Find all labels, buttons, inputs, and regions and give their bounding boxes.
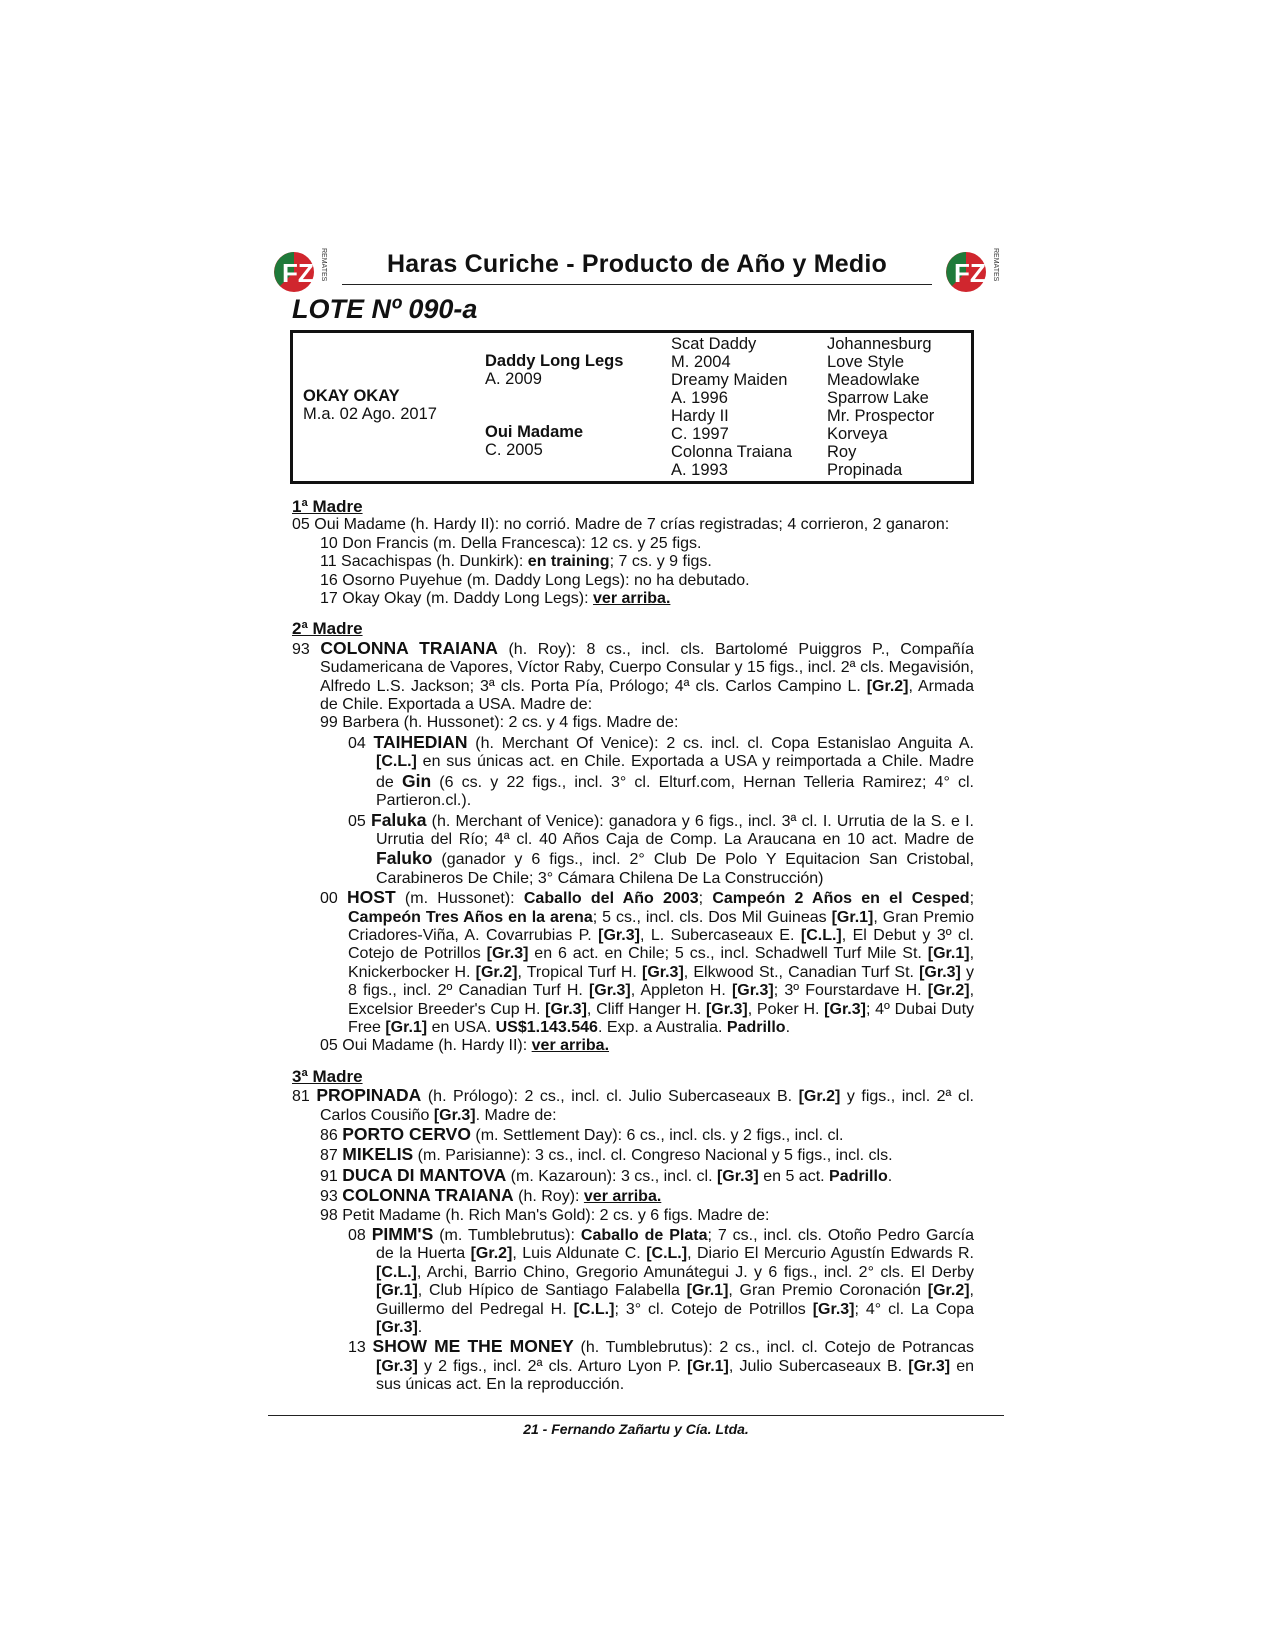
- great-grandparent-cell: Mr. Prospector: [827, 407, 935, 425]
- foal-entry: 99 Barbera (h. Hussonet): 2 cs. y 4 figs. Madre de:: [320, 714, 679, 732]
- foal-entry: 05 Oui Madame (h. Hardy II): ver arriba.: [320, 1037, 610, 1055]
- grandparent-cell: C. 1997: [671, 425, 729, 443]
- grandparent-cell: Colonna Traiana: [671, 443, 793, 461]
- grandparent-cell: M. 2004: [671, 353, 731, 371]
- pedigree-table: [290, 330, 974, 484]
- footer-divider: [268, 1415, 1004, 1416]
- dam-entry: 93 COLONNA TRAIANA (h. Roy): 8 cs., incl. cls. Bartolomé Puiggros P., Compañía Sudamericana de Vapores, Víctor Raby, Cuerpo Consular y 15 figs., incl. 2ª cls. Megavisión, Alfredo L.S. Jackson; 3ª cls. Porta Pía, Prólogo; 4ª cls. Carlos Campino L. [Gr.2], Armada de Chile. Exportada a USA. Madre de:: [292, 637, 975, 714]
- horse-name: OKAY OKAY: [303, 387, 400, 405]
- grandparent-cell: A. 1993: [671, 461, 728, 479]
- dam-entry: 81 PROPINADA (h. Prólogo): 2 cs., incl. cl. Julio Subercaseaux B. [Gr.2] y figs., incl. 2ª cl. Carlos Cousiño [Gr.3]. Madre de:: [292, 1085, 974, 1124]
- grandparent-cell: Hardy II: [671, 407, 729, 425]
- foal-entry: 86 PORTO CERVO (m. Settlement Day): 6 cs., incl. cls. y 2 figs., incl. cl.: [320, 1124, 844, 1144]
- logo-caption: REMATES: [320, 248, 327, 282]
- great-grandparent-cell: Propinada: [827, 461, 903, 479]
- foal-entry: 11 Sacachispas (h. Dunkirk): en training; 7 cs. y 9 figs.: [320, 553, 712, 571]
- great-grandparent-cell: Sparrow Lake: [827, 389, 929, 407]
- logo-icon: [272, 244, 330, 296]
- great-grandparent-cell: Korveya: [827, 425, 888, 443]
- foal-entry: 87 MIKELIS (m. Parisianne): 3 cs., incl. cl. Congreso Nacional y 5 figs., incl. cls.: [320, 1144, 893, 1165]
- foal-entry: 00 HOST (m. Hussonet): Caballo del Año 2003; Campeón 2 Años en el Cesped; Campeón Tres Años en la arena; 5 cs., incl. cls. Dos Mil Guineas [Gr.1], Gran Premio Criadores-Viña, A. Covarrubias P. [Gr.3], L. Subercaseaux E. [C.L.], El Debut y 3º cl. Cotejo de Potrillos [Gr.3] en 6 act. en Chile; 5 cs., incl. Schadwell Turf Mile St. [Gr.1], Knickerbocker H. [Gr.2], Tropical Turf H. [Gr.3], Elkwood St., Canadian Turf St. [Gr.3] y 8 figs., incl. 2º Canadian Turf H. [Gr.3], Appleton H. [Gr.3]; 3º Fourstardave H. [Gr.2], Excelsior Breeder's Cup H. [Gr.3], Cliff Hanger H. [Gr.3], Poker H. [Gr.3]; 4º Dubai Duty Free [Gr.1] en USA. US$1.143.546. Exp. a Australia. Padrillo.: [320, 887, 975, 1036]
- foal-entry: 98 Petit Madame (h. Rich Man's Gold): 2 cs. y 6 figs. Madre de:: [320, 1206, 770, 1224]
- logo-caption: REMATES: [992, 248, 999, 282]
- dam-name: Oui Madame: [485, 423, 584, 441]
- logo-letters: FZ: [954, 258, 986, 288]
- section-title-madre1: 1ª Madre: [292, 497, 363, 516]
- page-header: [272, 244, 1002, 300]
- foal-entry: 04 TAIHEDIAN (h. Merchant Of Venice): 2 cs. incl. cl. Copa Estanislao Anguita A. [C.L.] en sus únicas act. en Chile. Exportada a USA y reimportada a Chile. Madre de Gin (6 cs. y 22 figs., incl. 3° cl. Elturf.com, Hernan Telleria Ramirez; 4° cl. Partieron.cl.).: [348, 731, 974, 810]
- foal-entry: 91 DUCA DI MANTOVA (m. Kazaroun): 3 cs., incl. cl. [Gr.3] en 5 act. Padrillo.: [320, 1164, 893, 1185]
- foal-entry: 16 Osorno Puyehue (m. Daddy Long Legs): no ha debutado.: [320, 571, 750, 589]
- great-grandparent-cell: Meadowlake: [827, 371, 920, 389]
- page-footer: 21 - Fernando Zañartu y Cía. Ltda.: [523, 1421, 749, 1437]
- grandparent-cell: Dreamy Maiden: [671, 371, 788, 389]
- sire-name: Daddy Long Legs: [485, 352, 624, 370]
- foal-entry: 93 COLONNA TRAIANA (h. Roy): ver arriba.: [320, 1185, 662, 1206]
- section-title-madre2: 2ª Madre: [292, 619, 363, 639]
- great-grandparent-cell: Love Style: [827, 353, 905, 371]
- great-grandparent-cell: Roy: [827, 443, 857, 461]
- section-title-madre3: 3ª Madre: [292, 1066, 363, 1086]
- horse-info: M.a. 02 Ago. 2017: [303, 405, 437, 423]
- logo-letters: FZ: [282, 258, 314, 288]
- header-divider: [342, 284, 932, 285]
- foal-entry: 05 Faluka (h. Merchant of Venice): ganadora y 6 figs., incl. 3ª cl. I. Urrutia de la S. e I. Urrutia del Río; 4ª cl. 40 Años Caja de Comp. La Araucana en 10 act. Madre de Faluko (ganador y 6 figs., incl. 2° Club De Polo Y Equitacion San Cristobal, Carabineros De Chile; 3° Cámara Chilena De La Construcción): [348, 809, 975, 887]
- great-grandparent-cell: Johannesburg: [827, 335, 932, 353]
- grandparent-cell: A. 1996: [671, 389, 728, 407]
- foal-entry: 13 SHOW ME THE MONEY (h. Tumblebrutus): 2 cs., incl. cl. Cotejo de Potrancas [Gr.3] y 2 figs., incl. 2ª cls. Arturo Lyon P. [Gr.1], Julio Subercaseaux B. [Gr.3] en sus únicas act. En la reproducción.: [348, 1336, 975, 1394]
- sire-info: A. 2009: [485, 370, 542, 388]
- lot-number: LOTE Nº 090-a: [292, 294, 478, 324]
- foal-entry: 10 Don Francis (m. Della Francesca): 12 cs. y 25 figs.: [320, 534, 702, 552]
- lot-description: [292, 494, 974, 1395]
- foal-entry: 17 Okay Okay (m. Daddy Long Legs): ver arriba.: [320, 590, 671, 608]
- grandparent-cell: Scat Daddy: [671, 335, 757, 353]
- logo-icon: [944, 244, 1002, 296]
- header-title: Haras Curiche - Producto de Año y Medio: [387, 250, 887, 278]
- dam-info: C. 2005: [485, 441, 543, 459]
- foal-entry: 08 PIMM'S (m. Tumblebrutus): Caballo de Plata; 7 cs., incl. cls. Otoño Pedro García de la Huerta [Gr.2], Luis Aldunate C. [C.L.], Diario El Mercurio Agustín Edwards R. [C.L.], Archi, Barrio Chino, Gregorio Amunátegui J. y 6 figs., incl. 2° cls. El Derby [Gr.1], Club Hípico de Santiago Falabella [Gr.1], Gran Premio Coronación [Gr.2], Guillermo del Pedregal H. [C.L.]; 3° cl. Cotejo de Potrillos [Gr.3]; 4° cl. La Copa [Gr.3].: [348, 1224, 975, 1337]
- dam-entry: 05 Oui Madame (h. Hardy II): no corrió. Madre de 7 crías registradas; 4 corrieron, 2 ganaron:: [292, 516, 950, 534]
